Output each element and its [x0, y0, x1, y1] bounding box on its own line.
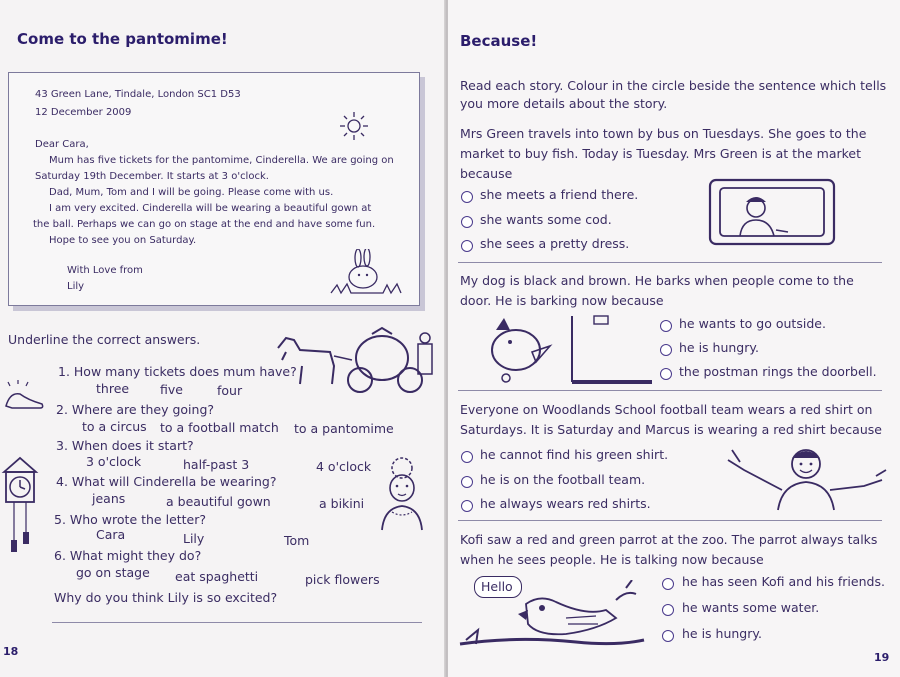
cuckoo-clock-icon	[0, 452, 40, 556]
answer-circle[interactable]	[660, 344, 672, 356]
answer-option[interactable]: jeans	[92, 491, 126, 506]
option-label: he is hungry.	[679, 340, 759, 355]
option-label: he is on the football team.	[480, 472, 646, 487]
horse-carriage-icon	[272, 326, 446, 396]
barking-dog-icon	[476, 312, 654, 386]
option-label: he always wears red shirts.	[480, 496, 651, 511]
answer-option[interactable]: to a pantomime	[294, 421, 394, 436]
option-label: he wants to go outside.	[679, 316, 826, 331]
answer-option[interactable]: to a football match	[160, 420, 279, 435]
answer-option[interactable]: a bikini	[319, 496, 365, 511]
answer-option[interactable]: go on stage	[76, 565, 150, 580]
letter-signature: Lily	[67, 281, 85, 292]
answer-option[interactable]: 3 o'clock	[86, 454, 142, 469]
option-label: he wants some water.	[682, 600, 820, 615]
letter-line: I am very excited. Cinderella will be wearing a beautiful gown at	[49, 203, 372, 214]
answer-option[interactable]: five	[160, 382, 183, 397]
intro-line: you more details about the story.	[460, 96, 668, 111]
answer-circle[interactable]	[660, 368, 672, 380]
left-page	[0, 0, 446, 677]
letter-greeting: Dear Cara,	[35, 139, 89, 150]
answer-option[interactable]: three	[96, 381, 130, 396]
story-line: My dog is black and brown. He barks when people come to the	[460, 273, 854, 288]
option-label: she sees a pretty dress.	[480, 236, 630, 251]
letter-card	[8, 72, 420, 306]
letter-line: the ball. Perhaps we can go on stage at the end and have some fun.	[33, 219, 376, 230]
letter-line: Mum has five tickets for the pantomime, Cinderella. We are going on	[49, 155, 394, 166]
option-label: the postman rings the doorbell.	[679, 364, 877, 379]
speech-bubble-text: Hello	[481, 579, 513, 594]
option-label: she wants some cod.	[480, 212, 612, 227]
answer-option[interactable]: Lily	[183, 531, 205, 546]
letter-address: 43 Green Lane, Tindale, London SC1 D53	[35, 89, 241, 100]
answer-circle[interactable]	[660, 320, 672, 332]
story-line: door. He is barking now because	[460, 293, 664, 308]
option-label: he has seen Kofi and his friends.	[682, 574, 885, 589]
answer-circle[interactable]	[461, 451, 473, 463]
right-page	[448, 0, 900, 677]
story-line: Everyone on Woodlands School football team wears a red shirt on	[460, 402, 873, 417]
story-line: Kofi saw a red and green parrot at the zoo. The parrot always talks	[460, 532, 878, 547]
story-line: market to buy fish. Today is Tuesday. Mrs Green is at the market	[460, 146, 862, 161]
answer-circle[interactable]	[461, 500, 473, 512]
story-line: when he sees people. He is talking now because	[460, 552, 764, 567]
answer-circle[interactable]	[461, 216, 473, 228]
option-label: he cannot find his green shirt.	[480, 447, 669, 462]
option-label: she meets a friend there.	[480, 187, 639, 202]
answer-line[interactable]	[52, 622, 422, 623]
answer-option[interactable]: pick flowers	[305, 572, 380, 587]
answer-option[interactable]: a beautiful gown	[166, 494, 271, 509]
letter-line: Hope to see you on Saturday.	[49, 235, 197, 246]
story-line: Saturdays. It is Saturday and Marcus is wearing a red shirt because	[460, 422, 882, 437]
answer-option[interactable]: eat spaghetti	[175, 569, 259, 584]
answer-circle[interactable]	[662, 604, 674, 616]
parrot-icon	[456, 580, 652, 664]
page-number: 18	[3, 645, 19, 658]
question-3: 3. When does it start?	[56, 438, 194, 453]
story-line: because	[460, 166, 513, 181]
answer-circle[interactable]	[662, 630, 674, 642]
letter-signoff: With Love from	[67, 265, 143, 276]
answer-option[interactable]: 4 o'clock	[316, 459, 372, 474]
answer-circle[interactable]	[461, 191, 473, 203]
bus-window-icon	[706, 176, 838, 248]
divider	[458, 520, 882, 521]
rabbit-icon	[327, 249, 407, 297]
divider	[458, 262, 882, 263]
answer-option[interactable]: to a circus	[82, 419, 147, 434]
letter-date: 12 December 2009	[35, 107, 132, 118]
answer-circle[interactable]	[461, 240, 473, 252]
fairy-godmother-icon	[374, 456, 430, 534]
answer-option[interactable]: Cara	[96, 527, 126, 542]
option-label: he is hungry.	[682, 626, 762, 641]
answer-option[interactable]: Tom	[284, 533, 310, 548]
letter-line: Saturday 19th December. It starts at 3 o'clock.	[35, 171, 269, 182]
answer-option[interactable]: four	[217, 383, 243, 398]
page-title: Because!	[460, 32, 538, 50]
question-1: 1. How many tickets does mum have?	[58, 364, 297, 379]
story-line: Mrs Green travels into town by bus on Tuesdays. She goes to the	[460, 126, 867, 141]
question-6: 6. What might they do?	[54, 548, 202, 563]
page-number: 19	[874, 651, 890, 664]
intro-line: Read each story. Colour in the circle beside the sentence which tells	[460, 78, 887, 93]
sun-icon	[339, 111, 369, 141]
final-question: Why do you think Lily is so excited?	[54, 590, 278, 605]
question-5: 5. Who wrote the letter?	[54, 512, 207, 527]
letter-line: Dad, Mum, Tom and I will be going. Please come with us.	[49, 187, 334, 198]
boy-waving-icon	[718, 440, 890, 514]
answer-circle[interactable]	[662, 578, 674, 590]
page-title: Come to the pantomime!	[17, 30, 228, 48]
answer-option[interactable]: half-past 3	[183, 457, 250, 472]
question-2: 2. Where are they going?	[56, 402, 215, 417]
answer-circle[interactable]	[461, 476, 473, 488]
glass-slipper-icon	[2, 378, 48, 412]
question-4: 4. What will Cinderella be wearing?	[56, 474, 277, 489]
divider	[458, 390, 882, 391]
instruction: Underline the correct answers.	[8, 332, 201, 347]
